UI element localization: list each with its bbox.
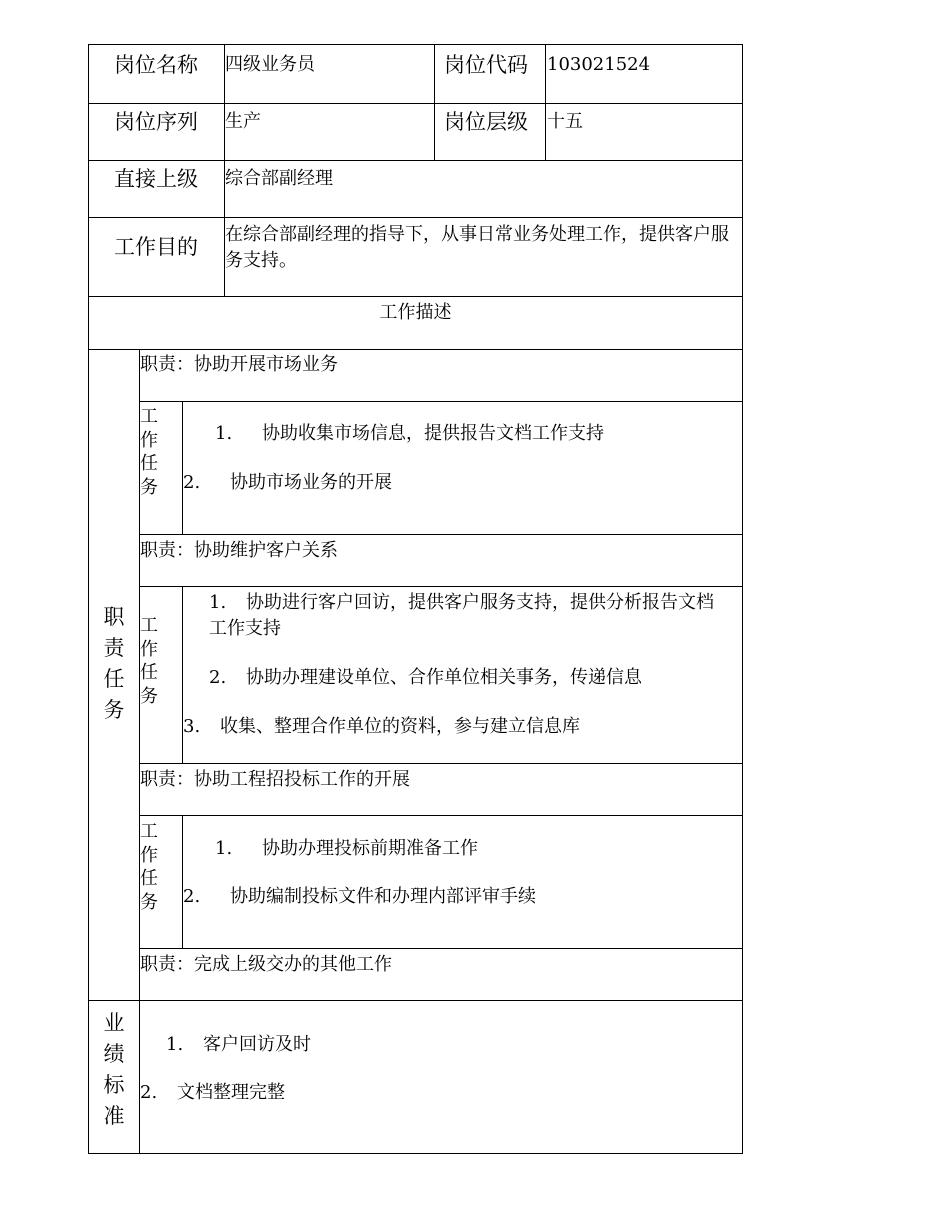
position-series-label: 岗位序列 [114,110,198,134]
responsibility-title: 职责：协助工程招投标工作的开展 [140,769,410,790]
task-label: 工 作 任 务 [140,406,158,498]
task-num: 2. [183,886,201,907]
task-label: 工 作 任 务 [140,821,158,913]
description-title: 工作描述 [379,302,452,323]
position-code-value: 103021524 [547,54,651,75]
position-code-label: 岗位代码 [444,53,528,77]
supervisor-label: 直接上级 [114,167,198,191]
task-num: 1. [209,592,227,613]
position-name-label: 岗位名称 [114,53,198,77]
position-level-value: 十五 [547,111,583,132]
task-num: 3. [183,716,201,737]
position-series-value: 生产 [225,111,261,132]
task-text: 收集、整理合作单位的资料，参与建立信息库 [220,716,580,737]
position-name-value: 四级业务员 [225,54,315,75]
performance-text: 客户回访及时 [203,1034,311,1055]
task-text: 协助市场业务的开展 [230,472,392,493]
performance-text: 文档整理完整 [177,1082,285,1103]
task-label: 工 作 任 务 [140,615,158,707]
task-num: 1. [215,423,233,444]
responsibility-title: 职责：协助维护客户关系 [140,540,338,561]
supervisor-value: 综合部副经理 [225,168,333,189]
position-level-label: 岗位层级 [444,110,528,134]
performance-num: 2. [140,1082,158,1103]
purpose-value: 在综合部副经理的指导下，从事日常业务处理工作，提供客户服务支持。 [225,224,729,271]
task-text: 协助收集市场信息，提供报告文档工作支持 [262,423,604,444]
responsibility-title: 职责：完成上级交办的其他工作 [140,954,392,975]
task-num: 1. [215,838,233,859]
task-num: 2. [183,472,201,493]
task-text: 协助办理投标前期准备工作 [262,838,478,859]
task-text: 协助编制投标文件和办理内部评审手续 [230,886,536,907]
responsibilities-label: 职 责 任 务 [103,605,125,722]
responsibility-title: 职责：协助开展市场业务 [140,354,338,375]
performance-label: 业 绩 标 准 [103,1011,125,1128]
task-text-continued: 工作支持 [209,618,281,639]
task-text: 协助进行客户回访，提供客户服务支持，提供分析报告文档 [246,592,714,613]
purpose-label: 工作目的 [114,235,198,259]
task-num: 2. [209,667,227,688]
performance-num: 1. [166,1034,184,1055]
task-text: 协助办理建设单位、合作单位相关事务，传递信息 [246,667,642,688]
